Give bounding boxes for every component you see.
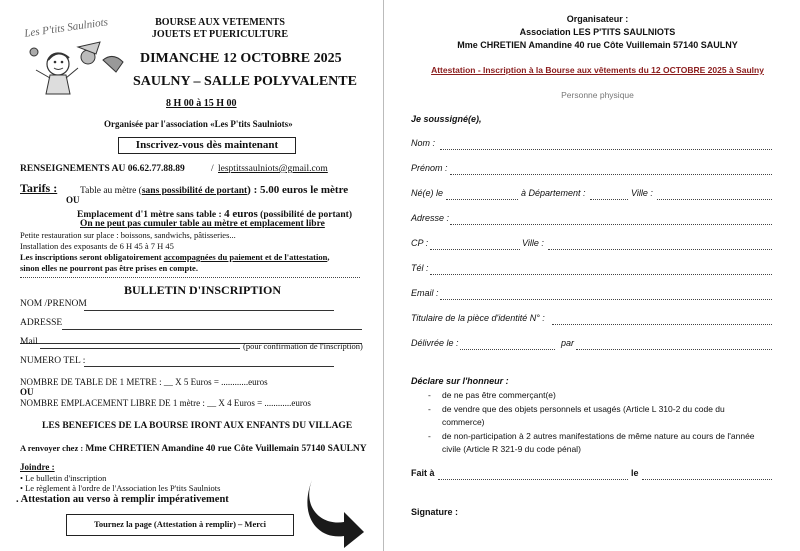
field-cp[interactable]: [430, 249, 520, 250]
label-adresse: ADRESSE: [20, 318, 63, 328]
field-ne-le[interactable]: [446, 199, 518, 200]
field-tel[interactable]: [430, 274, 772, 275]
organizer-name: Association LES P'TITS SAULNIOTS: [519, 27, 676, 37]
ou-2: OU: [20, 387, 34, 397]
installation: Installation des exposants de 6 H 45 à 7 H 45: [20, 241, 174, 251]
label-titulaire: Titulaire de la pièce d'identité N° :: [411, 313, 545, 323]
label-delivree: Délivrée le :: [411, 338, 459, 348]
renvoyer-label: A renvoyer chez :: [20, 443, 86, 453]
restauration: Petite restauration sur place : boissons, sandwichs, pâtisseries...: [20, 230, 236, 240]
obligation-1: [20, 252, 329, 262]
field-departement[interactable]: [590, 199, 628, 200]
soussigne: Je soussigné(e),: [411, 114, 482, 124]
tarifs-label: Tarifs :: [20, 181, 58, 195]
tarif-table-b: sans possibilité de portant: [141, 186, 248, 196]
curved-arrow-icon: [302, 476, 366, 548]
page-divider: [383, 0, 384, 551]
organized-by: Organisée par l'association «Les P'tits Saulniots»: [104, 119, 293, 129]
declaration-1: - de ne pas être commerçant(e): [442, 390, 556, 400]
field-par[interactable]: [576, 349, 772, 350]
field-delivree[interactable]: [460, 349, 555, 350]
label-mail: Mail: [20, 337, 38, 347]
event-hours: 8 H 00 à 15 H 00: [166, 98, 237, 109]
separator-dots: [20, 277, 360, 278]
field-adresse[interactable]: [450, 224, 772, 225]
register-now-box: [118, 137, 296, 154]
joindre-item-3: . Attestation au verso à remplir impérativement: [16, 494, 229, 505]
info-phone: RENSEIGNEMENTS AU 06.62.77.88.89: [20, 164, 185, 174]
flyer-title-2: JOUETS ET PUERICULTURE: [151, 29, 289, 40]
declare-label: Déclare sur l'honneur :: [411, 376, 509, 386]
label-adresse-r: Adresse :: [411, 213, 450, 223]
mail-note: (pour confirmation de l'inscription): [243, 341, 363, 351]
event-place: SAULNY – SALLE POLYVALENTE: [133, 74, 357, 89]
declaration-3a: - de non-participation à 2 autres manifestations de même nature au cours de l'année: [442, 431, 755, 441]
tarif-table-a: Table au mètre (: [80, 186, 142, 196]
register-now-text: Inscrivez-vous dès maintenant: [135, 139, 279, 151]
label-le: le: [631, 468, 639, 478]
label-tel-r: Tél :: [411, 263, 429, 273]
tarif-empl-a: Emplacement d'1 mètre sans table :: [77, 210, 225, 220]
children-illustration-icon: [18, 12, 133, 102]
personne-physique: Personne physique: [561, 90, 634, 100]
joindre-item-2: • Le règlement à l'ordre de l'Association les P'tits Saulniots: [20, 483, 221, 493]
field-fait-a[interactable]: [438, 479, 628, 480]
event-date: DIMANCHE 12 OCTOBRE 2025: [140, 51, 342, 66]
organizer-label: Organisateur :: [566, 14, 629, 24]
adresse-input[interactable]: [62, 329, 362, 330]
logo-text: Les P'tits Saulniots: [23, 16, 109, 40]
declaration-2b: commerce): [442, 417, 485, 427]
field-ville[interactable]: [657, 199, 772, 200]
oblig-a: Les inscriptions seront obligatoirement: [20, 252, 164, 262]
renvoyer: [20, 443, 367, 454]
field-ville-2[interactable]: [548, 249, 772, 250]
obligation-2: sinon elles ne pourront pas être prises en compte.: [20, 263, 198, 273]
joindre-label: Joindre :: [20, 462, 55, 472]
info-email: lesptitssaulniots@gmail.com: [218, 164, 328, 174]
field-nom[interactable]: [440, 149, 772, 150]
oblig-b: accompagnées du paiement et de l'attestation: [163, 252, 328, 262]
nom-input[interactable]: [84, 310, 334, 311]
label-cp: CP :: [411, 238, 429, 248]
organizer-address: Mme CHRETIEN Amandine 40 rue Côte Vuillemain 57140 SAULNY: [457, 40, 738, 50]
field-le[interactable]: [642, 479, 772, 480]
signature-label: Signature :: [411, 507, 459, 517]
declaration-3b: civile (Article R 321-9 du code pénal): [442, 444, 581, 454]
field-prenom[interactable]: [450, 174, 772, 175]
logo: [18, 12, 133, 102]
label-emplacement: NOMBRE EMPLACEMENT LIBRE DE 1 mètre : __ X 4 Euros = ............euros: [20, 398, 311, 408]
label-tables: NOMBRE DE TABLE DE 1 METRE : __ X 5 Euros = ............euros: [20, 377, 268, 387]
label-ville: Ville :: [631, 188, 653, 198]
tarif-empl-b: 4 euros: [224, 208, 258, 220]
attestation-title: Attestation - Inscription à la Bourse aux vêtements du 12 OCTOBRE 2025 à Saulny: [431, 65, 764, 75]
bulletin-title: BULLETIN D'INSCRIPTION: [124, 283, 282, 297]
turn-page-text: Tournez la page (Attestation à remplir) – Merci: [94, 519, 266, 529]
label-email-r: Email :: [411, 288, 439, 298]
label-ne-le: Né(e) le: [411, 188, 444, 198]
info-separator: /: [211, 164, 214, 174]
field-piece-identite[interactable]: [552, 324, 772, 325]
ou-1: OU: [66, 195, 80, 205]
label-tel: NUMERO TEL :: [20, 356, 86, 366]
benefices: LES BENEFICES DE LA BOURSE IRONT AUX ENFANTS DU VILLAGE: [42, 421, 353, 431]
renvoyer-address: Mme CHRETIEN Amandine 40 rue Côte Vuillemain 57140 SAULNY: [85, 444, 367, 454]
tarif-empl-c: (possibilité de portant): [257, 210, 352, 220]
label-departement: à Département :: [521, 188, 586, 198]
label-fait: Fait à: [411, 468, 435, 478]
label-nom: NOM /PRENOM: [20, 299, 87, 309]
mail-input[interactable]: [40, 348, 240, 349]
label-ville-2: Ville :: [522, 238, 544, 248]
label-prenom-r: Prénom :: [411, 163, 448, 173]
joindre-item-1: • Le bulletin d'inscription: [20, 473, 107, 483]
tarif-table-c: ) : 5.00 euros le mètre: [247, 184, 349, 196]
turn-page-box: [66, 514, 294, 536]
oblig-c: ,: [327, 252, 330, 262]
label-nom-r: Nom :: [411, 138, 436, 148]
no-cumul: On ne peut pas cumuler table au mètre et emplacement libre: [80, 219, 325, 229]
field-email[interactable]: [440, 299, 772, 300]
tarif-table: [80, 184, 348, 196]
label-par: par: [561, 338, 575, 348]
declaration-2a: - de vendre que des objets personnels et usagés (Article L 310-2 du code du: [442, 404, 725, 414]
flyer-title-1: BOURSE AUX VETEMENTS: [155, 17, 285, 28]
tel-input[interactable]: [84, 366, 334, 367]
